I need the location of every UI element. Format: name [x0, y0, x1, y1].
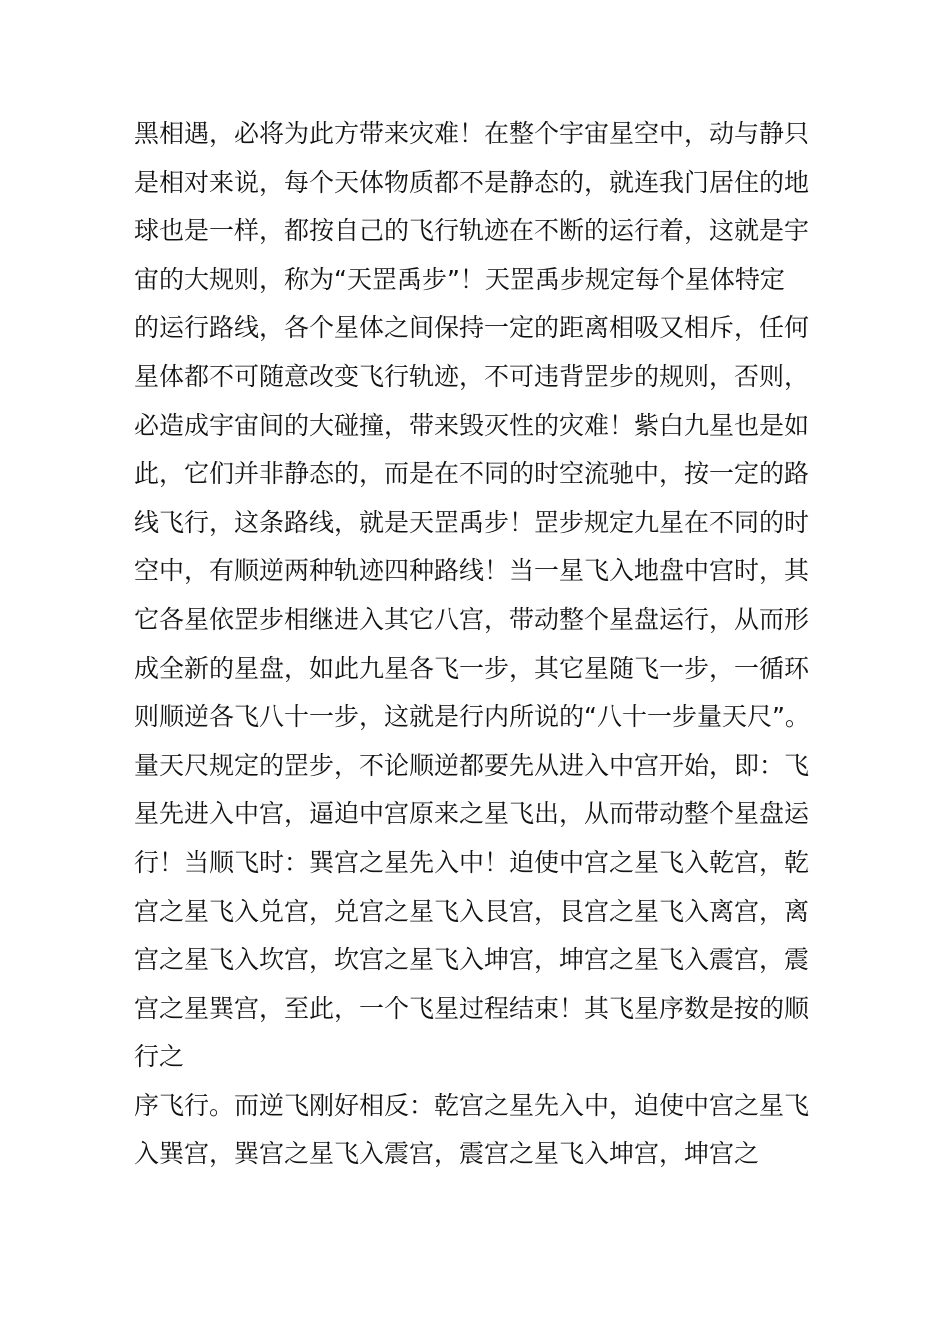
text-line: 必造成宇宙间的大碰撞，带来毁灭性的灾难！紫白九星也是如: [134, 410, 810, 440]
text-line: 成全新的星盘，如此九星各飞一步，其它星随飞一步，一循环: [134, 653, 810, 683]
text-line: 序飞行。而逆飞刚好相反：乾宫之星先入中，迫使中宫之星飞: [134, 1090, 810, 1120]
text-line: 它各星依罡步相继进入其它八宫，带动整个星盘运行，从而形: [134, 604, 810, 634]
body-text: [134, 110, 834, 1179]
text-line: 宫之星飞入兑宫，兑宫之星飞入艮宫，艮宫之星飞入离宫，离: [134, 896, 810, 926]
text-line: 球也是一样，都按自己的飞行轨迹在不断的运行着，这就是宇: [134, 216, 810, 246]
text-line: 量天尺规定的罡步，不论顺逆都要先从进入中宫开始，即：飞: [134, 750, 810, 780]
text-line: 星体都不可随意改变飞行轨迹，不可违背罡步的规则，否则，: [134, 361, 810, 391]
text-line: 宙的大规则，称为“天罡禹步”！天罡禹步规定每个星体特定: [134, 264, 785, 294]
text-line: 宫之星巽宫，至此，一个飞星过程结束！其飞星序数是按的顺: [134, 993, 810, 1023]
text-line: 入巽宫，巽宫之星飞入震宫，震宫之星飞入坤宫，坤宫之: [134, 1139, 760, 1169]
text-line: 线飞行，这条路线，就是天罡禹步！罡步规定九星在不同的时: [134, 507, 810, 537]
text-line: 星先进入中宫，逼迫中宫原来之星飞出，从而带动整个星盘运: [134, 799, 810, 829]
text-line: 黑相遇，必将为此方带来灾难！在整个宇宙星空中，动与静只: [134, 119, 810, 148]
text-line: 空中，有顺逆两种轨迹四种路线！当一星飞入地盘中宫时，其: [134, 556, 810, 586]
text-line: 宫之星飞入坎宫，坎宫之星飞入坤宫，坤宫之星飞入震宫，震: [134, 945, 810, 975]
text-line: 行之: [134, 1042, 185, 1072]
text-line: 的运行路线，各个星体之间保持一定的距离相吸又相斥，任何: [134, 313, 810, 343]
text-line: 则顺逆各飞八十一步，这就是行内所说的“八十一步量天尺”。: [134, 702, 810, 732]
text-line: 行！当顺飞时：巽宫之星先入中！迫使中宫之星飞入乾宫，乾: [134, 847, 810, 877]
text-line: 是相对来说，每个天体物质都不是静态的，就连我门居住的地: [134, 167, 810, 197]
text-line: 此，它们并非静态的，而是在不同的时空流驰中，按一定的路: [134, 459, 810, 489]
